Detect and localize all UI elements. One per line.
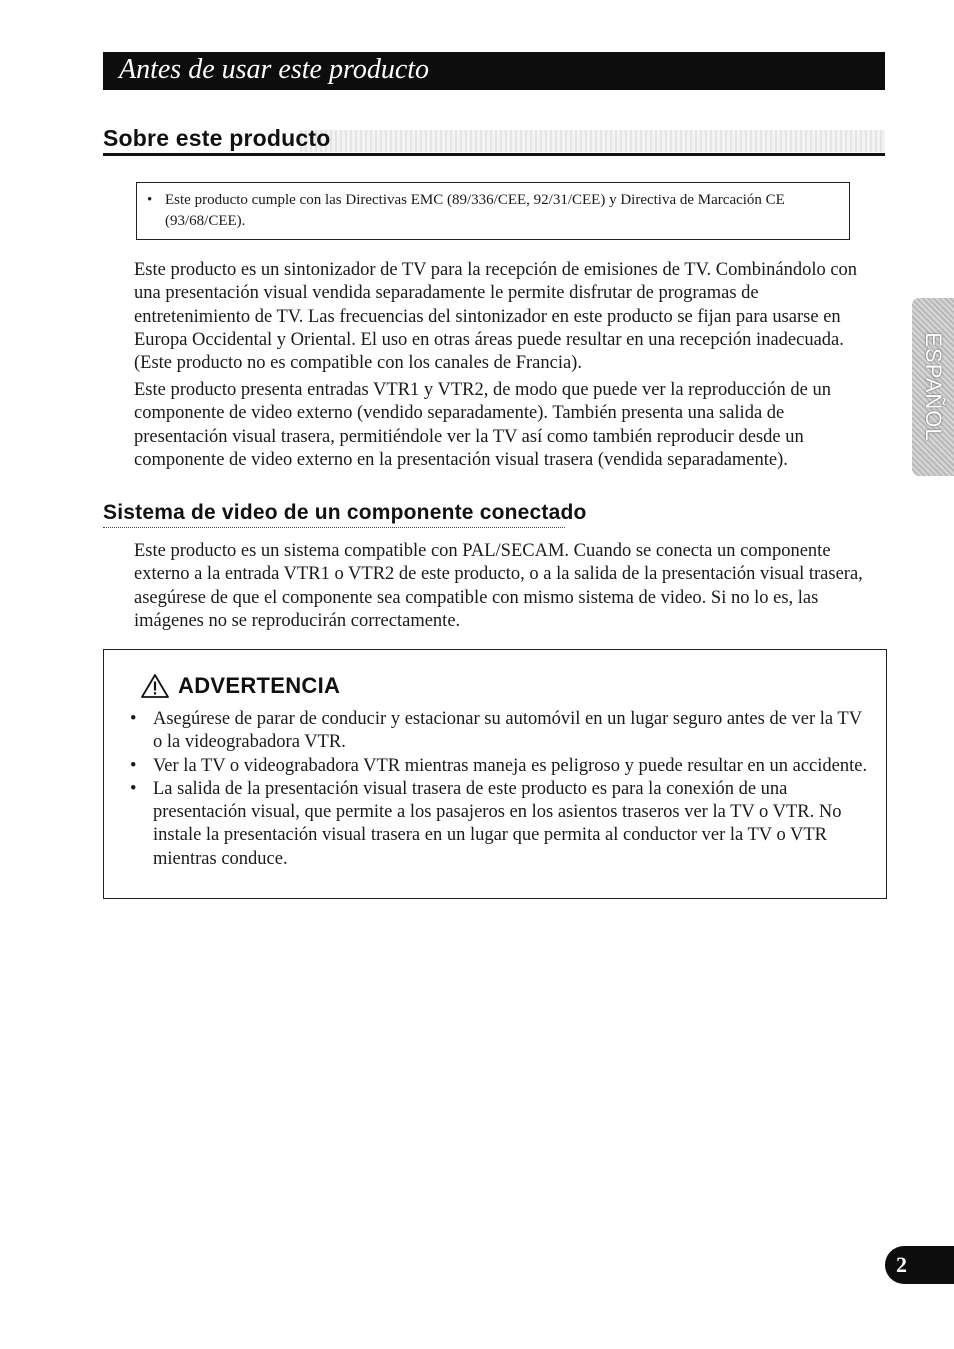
compliance-note-text: Este producto cumple con las Directivas EMC (89/336/CEE, 92/31/CEE) y Directiva de Marcación CE (93/68/CEE). [165, 192, 785, 229]
warning-item-text: La salida de la presentación visual trasera de este producto es para la conexión de una presentación visual, que permite a los pasajeros en los asientos traseros ver la TV o VTR. No instale la presentación visual trasera en un lugar que permita al conductor ver la TV o VTR mientras conduce. [153, 778, 842, 869]
section-heading-sistema: Sistema de video de un componente conectado [103, 501, 587, 524]
vtr-paragraph: Este producto presenta entradas VTR1 y VTR2, de modo que puede ver la reproducción de un componente de video externo (vendido separadamente). También presenta una salida de presentación visual trasera, permitiéndole ver la TV así como también reproducir desde un componente de video externo en la presentación visual trasera (vendida separadamente). [134, 380, 831, 470]
bullet-glyph: • [130, 755, 137, 776]
warning-item-text: Asegúrese de parar de conducir y estacionar su automóvil en un lugar seguro antes de ver la TV o la videograbadora VTR. [153, 709, 862, 753]
heading-shade-band [300, 130, 885, 152]
page-title-bar [103, 52, 885, 90]
bullet-glyph: • [130, 709, 137, 729]
language-label: ESPAÑOL [921, 332, 946, 442]
warning-header [140, 673, 340, 699]
warning-triangle-icon [140, 673, 170, 699]
page-title: Antes de usar este producto [119, 54, 430, 85]
list-item [130, 778, 870, 871]
heading-rule [103, 153, 885, 156]
section-heading-sobre: Sobre este producto [103, 125, 331, 151]
warning-title: ADVERTENCIA [178, 673, 341, 698]
heading-dotted-rule [103, 527, 565, 529]
list-item [130, 755, 870, 778]
system-paragraph: Este producto es un sistema compatible con PAL/SECAM. Cuando se conecta un componente externo a la entrada VTR1 o VTR2 de este producto, o a la salida de la presentación visual trasera, asegúrese de que el componente sea compatible con mismo sistema de video. Si no lo es, las imágenes no se reproducirán correctamente. [134, 541, 863, 631]
warning-box [103, 649, 887, 899]
warning-item-text: Ver la TV o videograbadora VTR mientras maneja es peligroso y puede resultar en un accidente. [153, 755, 868, 776]
compliance-note-box [136, 182, 850, 240]
language-side-tab [912, 298, 954, 476]
warning-list [130, 708, 870, 871]
page-number-tab [885, 1246, 954, 1284]
bullet-glyph: • [130, 778, 137, 799]
intro-paragraph: Este producto es un sintonizador de TV para la recepción de emisiones de TV. Combinándolo con una presentación visual vendida separadamente le permite disfrutar de programas de entretenimiento de TV. Las frecuencias del sintonizador en este producto se fijan para usarse en Europa Occidental y Oriental. El uso en otras áreas puede resultar en una recepción inadecuada. (Este producto no es compatible con los canales de Francia). [134, 260, 858, 374]
page-number: 2 [896, 1252, 907, 1277]
bullet-glyph: • [147, 192, 153, 208]
list-item [130, 708, 870, 755]
